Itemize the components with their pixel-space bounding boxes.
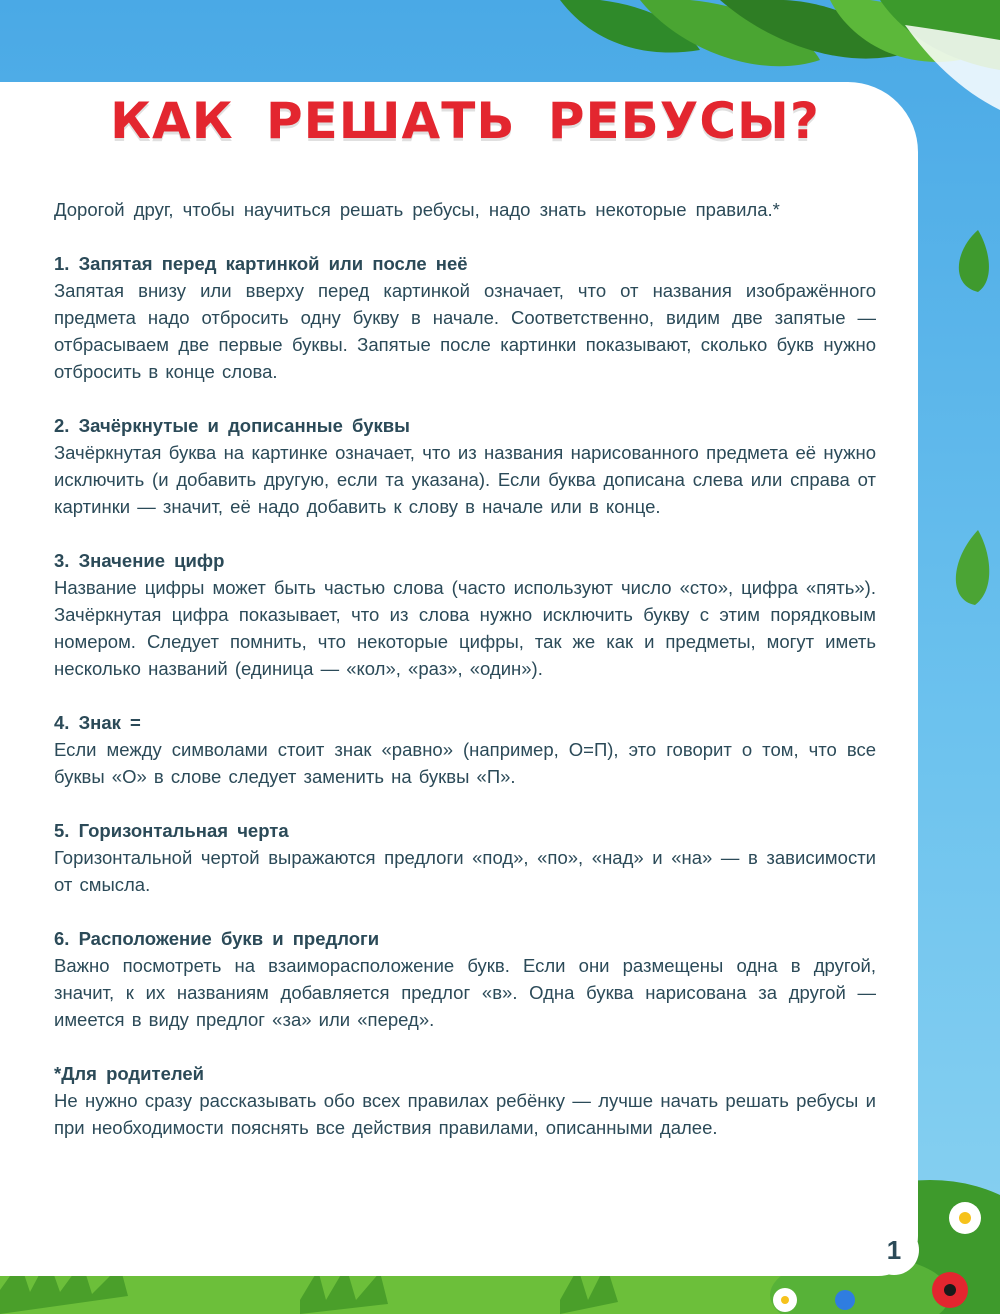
rule-text: Зачёркнутая буква на картинке означает, что из названия нарисованного предмета её нужно исключить (и добавить другую, если та указана). Если буква дописана слева или справа от картинки — значит, её надо добавить к слову в начале или в конце. [54, 442, 876, 517]
rule-heading: 6. Расположение букв и предлоги [54, 928, 380, 949]
rule-text: Запятая внизу или вверху перед картинкой означает, что от названия изображённого предмета надо отбросить одну букву в начале. Соответственно, видим две запятые — отбрасываем две первые буквы. Запятые после картинки показывают, сколько букв нужно отбросить в конце слова. [54, 280, 876, 382]
rule-heading: 1. Запятая перед картинкой или после неё [54, 253, 468, 274]
rule-section-6 [54, 925, 876, 1033]
rule-heading: 5. Горизонтальная черта [54, 820, 289, 841]
parents-note-text: Не нужно сразу рассказывать обо всех правилах ребёнку — лучше начать решать ребусы и при необходимости пояснять все действия правилами, описанными далее. [54, 1090, 876, 1138]
rule-section-3 [54, 547, 876, 682]
rule-section-1 [54, 250, 876, 385]
page-number: 1 [869, 1225, 919, 1275]
rule-heading: 4. Знак = [54, 712, 141, 733]
rule-heading: 2. Зачёркнутые и дописанные буквы [54, 415, 410, 436]
parents-note-heading: *Для родителей [54, 1063, 205, 1084]
rule-text: Название цифры может быть частью слова (часто используют число «сто», цифра «пять»). Зачёркнутая цифра показывает, что из слова нужно исключить букву с этим порядковым номером. Следует помнить, что некоторые цифры, так же как и предметы, могут иметь несколько названий (единица — «кол», «раз», «один»). [54, 577, 876, 679]
rule-section-5 [54, 817, 876, 898]
parents-note [54, 1060, 876, 1141]
rule-text: Горизонтальной чертой выражаются предлоги «под», «по», «над» и «на» — в зависимости от смысла. [54, 847, 876, 895]
intro-text: Дорогой друг, чтобы научиться решать ребусы, надо знать некоторые правила.* [54, 199, 780, 220]
rules-content [54, 196, 876, 1168]
rule-section-4 [54, 709, 876, 790]
rule-heading: 3. Значение цифр [54, 550, 225, 571]
page-title: КАК РЕШАТЬ РЕБУСЫ? [110, 92, 820, 150]
rule-section-2 [54, 412, 876, 520]
rule-text: Если между символами стоит знак «равно» (например, О=П), это говорит о том, что все буквы «О» в слове следует заменить на буквы «П». [54, 739, 876, 787]
rule-text: Важно посмотреть на взаиморасположение букв. Если они размещены одна в другой, значит, к их названиям добавляется предлог «в». Одна буква нарисована за другой — имеется в виду предлог «за» или «перед». [54, 955, 876, 1030]
